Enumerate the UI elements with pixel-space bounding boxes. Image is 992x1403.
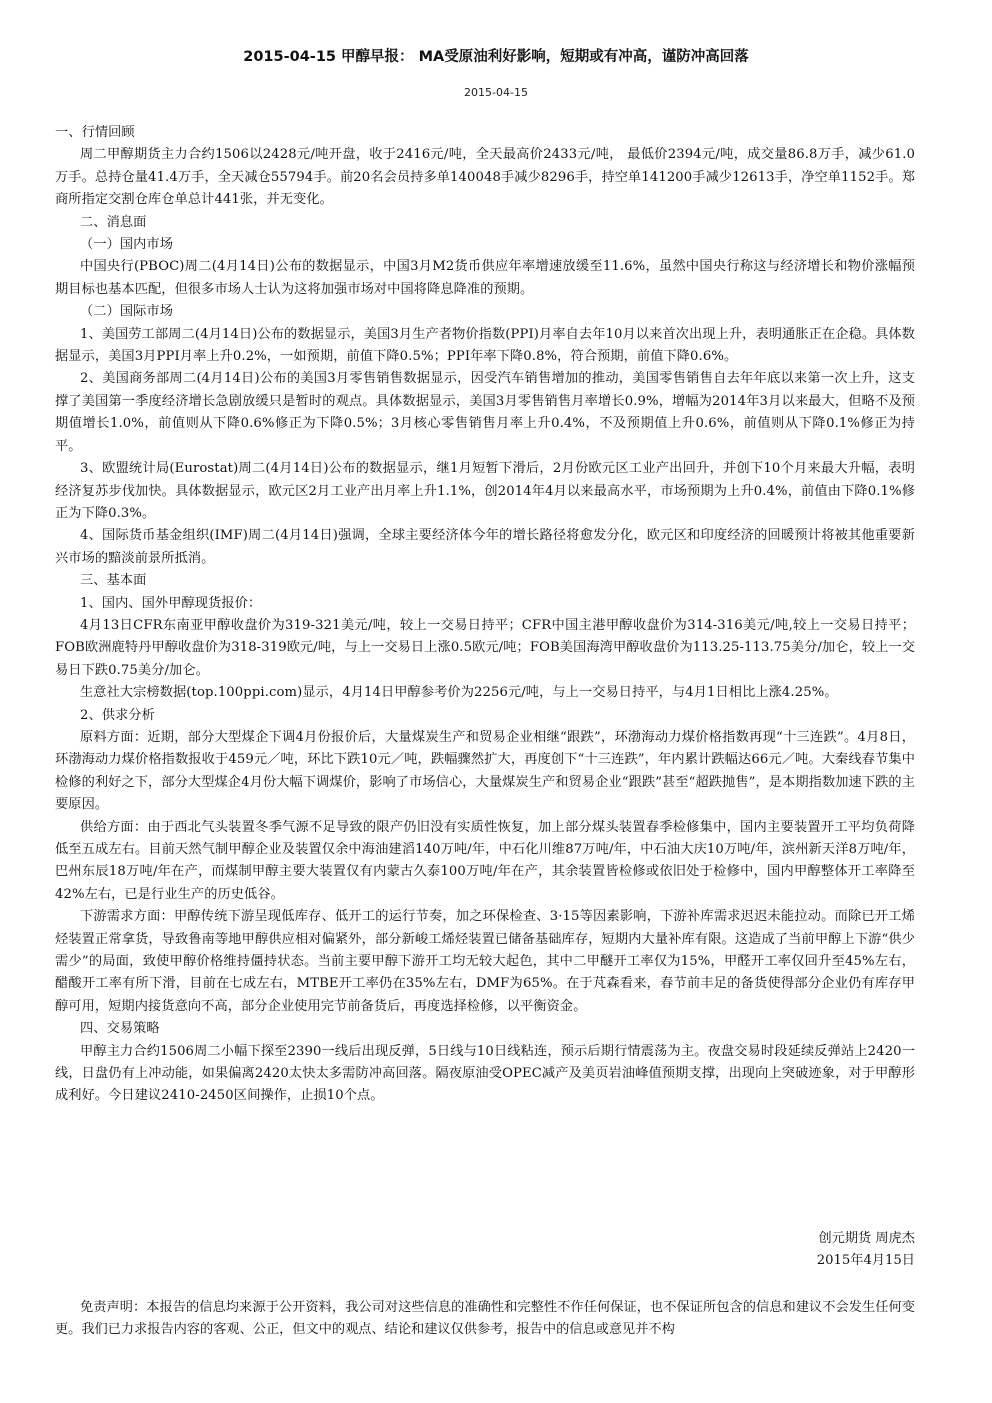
paragraph: 中国央行(PBOC)周二(4月14日)公布的数据显示，中国3月M2货币供应年率增速放缓至11.6%，虽然中国央行称这与经济增长和物价涨幅预期目标也基本匹配，但很多市场人士认为这将加强市场对中国将降息降准的预期。 xyxy=(55,259,915,297)
disclaimer: 免责声明：本报告的信息均来源于公开资料，我公司对这些信息的准确性和完整性不作任何保证，也不保证所包含的信息和建议不会发生任何变更。我们已力求报告内容的客观、公正，但文中的观点、结论和建议仅供参考，报告中的信息或意见并不构 xyxy=(55,1300,915,1338)
paragraph: 下游需求方面：甲醇传统下游呈现低库存、低开工的运行节奏，加之环保检查、3·15等因素影响，下游补库需求迟迟未能拉动。而除已开工烯烃装置正常拿货，导致鲁南等地甲醇供应相对偏紧外，部分新峻工烯烃装置已储备基础库存，短期内大量补库有限。这造成了当前甲醇上下游“供少需少”的局面，致使甲醇价格维持僵持状态。当前主要甲醇下游开工均无较大起色，其中二甲醚开工率仅为15%，甲醛开工率仅回升至45%左右，醋酸开工率有所下滑，目前在七成左右，MTBE开工率仍在35%左右，DMF为65%。在于芃森看来，春节前丰足的备货使得部分企业仍有库存甲醇可用，短期内接货意向不高，部分企业使用完节前备货后，再度选择检修，以平衡资金。 xyxy=(55,909,915,1014)
signature-date: 2015年4月15日 xyxy=(816,1253,915,1268)
paragraph: 周二甲醇期货主力合约1506以2428元/吨开盘，收于2416元/吨，全天最高价2433元/吨， 最低价2394元/吨，成交量86.8万手，减少61.0万手。总持仓量41.4万手，全天减仓55794手。前20名会员持多单140048手减少8296手，持空单141200手减少12613手，净空单1152手。郑商所指定交割仓库仓单总计441张，并无变化。 xyxy=(55,147,915,208)
section-heading: 2、供求分析 xyxy=(80,707,155,723)
paragraph: 供给方面：由于西北气头装置冬季气源不足导致的限产仍旧没有实质性恢复，加上部分煤头装置春季检修集中，国内主要装置开工平均负荷降低至五成左右。目前天然气制甲醇企业及装置仅余中海油建滔140万吨/年，中石化川维87万吨/年，中石油大庆10万吨/年，滨州新天洋8万吨/年，巴州东辰18万吨/年在产，而煤制甲醇主要大装置仅有内蒙古久泰100万吨/年在产，其余装置皆检修或依旧处于检修中，国内甲醇整体开工率降至42%左右，已是行业生产的历史低谷。 xyxy=(55,819,915,902)
paragraph: 生意社大宗榜数据(top.100ppi.com)显示，4月14日甲醇参考价为2256元/吨，与上一交易日持平，与4月1日相比上涨4.25%。 xyxy=(80,685,838,701)
section-heading: （二）国际市场 xyxy=(80,304,174,320)
paragraph: 原料方面：近期，部分大型煤企下调4月份报价后，大量煤炭生产和贸易企业相继“跟跌”，环渤海动力煤价格指数再现“十三连跌”。4月8日，环渤海动力煤价格指数报收于459元／吨，环比下跌10元／吨，跌幅骤然扩大，再度创下“十三连跌”，年内累计跌幅达66元／吨。大秦线春节集中检修的利好之下，部分大型煤企4月份大幅下调煤价，影响了市场信心，大量煤炭生产和贸易企业“跟跌”甚至“超跌抛售”，是本期指数加速下跌的主要原因。 xyxy=(55,729,915,813)
section-heading: 二、消息面 xyxy=(80,214,147,230)
report-title: 2015-04-15 甲醇早报： MA受原油利好影响，短期或有冲高，谨防冲高回落 xyxy=(243,49,749,65)
section-heading: 1、国内、国外甲醇现货报价： xyxy=(80,595,262,611)
paragraph: 2、美国商务部周二(4月14日)公布的美国3月零售销售数据显示，因受汽车销售增加的推动，美国零售销售自去年年底以来第一次上升，这支撑了美国第一季度经济增长急剧放缓只是暂时的观点。具体数据显示，美国3月零售销售月率增长0.9%，增幅为2014年3月以来最大，但略不及预期值增长1.0%，前值则从下降0.6%修正为下降0.5%；3月核心零售销售月率上升0.4%，不及预期值上升0.6%，前值则从下降0.1%修正为持平。 xyxy=(55,371,915,454)
paragraph: 3、欧盟统计局(Eurostat)周二(4月14日)公布的数据显示，继1月短暂下滑后，2月份欧元区工业产出回升，并创下10个月来最大升幅，表明经济复苏步伐加快。具体数据显示，欧元区2月工业产出月率上升1.1%，创2014年4月以来最高水平，市场预期为上升0.4%，前值由下降0.1%修正为下降0.3%。 xyxy=(55,461,915,521)
paragraph: 1、美国劳工部周二(4月14日)公布的数据显示，美国3月生产者物价指数(PPI)月率自去年10月以来首次出现上升，表明通胀正在企稳。具体数据显示，美国3月PPI月率上升0.2%，一如预期，前值下降0.5%；PPI年率下降0.8%，符合预期，前值下降0.6%。 xyxy=(55,326,915,365)
section-heading: 三、基本面 xyxy=(80,573,147,589)
section-heading: 四、交易策略 xyxy=(80,1021,160,1037)
paragraph: 4、国际货币基金组织(IMF)周二(4月14日)强调，全球主要经济体今年的增长路径将愈发分化，欧元区和印度经济的回暖预计将被其他重要新兴市场的黯淡前景所抵消。 xyxy=(55,528,915,566)
paragraph: 4月13日CFR东南亚甲醇收盘价为319-321美元/吨，较上一交易日持平；CFR中国主港甲醇收盘价为314-316美元/吨,较上一交易日持平；FOB欧洲鹿特丹甲醇收盘价为318-319欧元/吨，与上一交易日上涨0.5欧元/吨；FOB美国海湾甲醇收盘价为113.25-113.75美分/加仑，较上一交易日下跌0.75美分/加仑。 xyxy=(55,617,915,678)
paragraph: 甲醇主力合约1506周二小幅下探至2390一线后出现反弹，5日线与10日线粘连，预示后期行情震荡为主。夜盘交易时段延续反弹站上2420一线，日盘仍有上冲动能，如果偏离2420太快太多需防冲高回落。隔夜原油受OPEC减产及美页岩油峰值预期支撑，出现向上突破迹象，对于甲醇形成利好。今日建议2410-2450区间操作，止损10个点。 xyxy=(55,1043,915,1104)
report-body xyxy=(55,122,915,1108)
section-heading: （一）国内市场 xyxy=(80,237,174,253)
section-heading: 一、行情回顾 xyxy=(55,125,135,140)
signature-author: 创元期货 周虎杰 xyxy=(818,1231,915,1246)
report-date: 2015-04-15 xyxy=(464,86,528,99)
